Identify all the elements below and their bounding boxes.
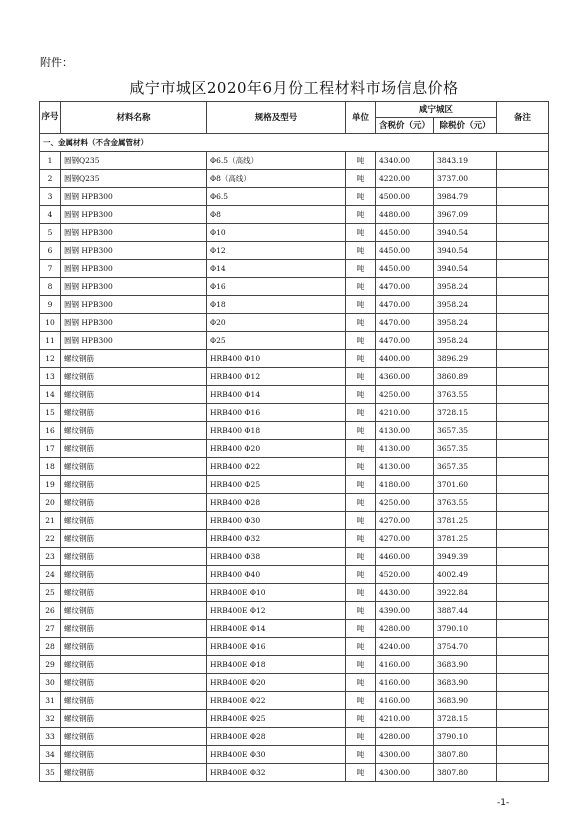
table-row [40,296,549,314]
unit: 吨 [346,188,376,206]
material-name: 圆钢 HPB300 [61,188,207,206]
remark [497,638,549,656]
unit: 吨 [346,440,376,458]
unit: 吨 [346,386,376,404]
spec-model: HRB400E Φ12 [207,602,346,620]
price-without-tax: 3896.29 [434,350,497,368]
row-number: 24 [40,566,61,584]
unit: 吨 [346,260,376,278]
remark [497,530,549,548]
table-row [40,566,549,584]
header-region: 咸宁城区 [376,102,497,118]
price-with-tax: 4460.00 [376,548,434,566]
remark [497,548,549,566]
table-row [40,476,549,494]
unit: 吨 [346,692,376,710]
price-without-tax: 3657.35 [434,458,497,476]
remark [497,224,549,242]
remark [497,746,549,764]
table-row [40,332,549,350]
section-label: 一、金属材料（不含金属管材） [40,134,549,152]
material-name: 螺纹钢筋 [61,692,207,710]
material-name: 螺纹钢筋 [61,674,207,692]
price-without-tax: 3683.90 [434,674,497,692]
price-without-tax: 3683.90 [434,656,497,674]
table-row [40,368,549,386]
material-name: 圆钢 HPB300 [61,224,207,242]
spec-model: Φ6.5（高线） [207,152,346,170]
material-name: 螺纹钢筋 [61,404,207,422]
spec-model: HRB400E Φ32 [207,764,346,782]
remark [497,332,549,350]
spec-model: HRB400 Φ20 [207,440,346,458]
price-with-tax: 4470.00 [376,278,434,296]
row-number: 5 [40,224,61,242]
material-name: 螺纹钢筋 [61,530,207,548]
price-without-tax: 3763.55 [434,386,497,404]
header-seq: 序号 [40,102,61,134]
remark [497,170,549,188]
table-row [40,656,549,674]
remark [497,728,549,746]
price-without-tax: 3701.60 [434,476,497,494]
spec-model: HRB400E Φ30 [207,746,346,764]
price-table [39,101,549,782]
spec-model: Φ8（高线） [207,170,346,188]
remark [497,404,549,422]
unit: 吨 [346,764,376,782]
row-number: 2 [40,170,61,188]
price-with-tax: 4430.00 [376,584,434,602]
unit: 吨 [346,404,376,422]
row-number: 34 [40,746,61,764]
price-without-tax: 3781.25 [434,512,497,530]
material-name: 螺纹钢筋 [61,350,207,368]
remark [497,710,549,728]
material-name: 螺纹钢筋 [61,422,207,440]
price-without-tax: 3958.24 [434,296,497,314]
row-number: 33 [40,728,61,746]
unit: 吨 [346,584,376,602]
table-row [40,602,549,620]
price-with-tax: 4470.00 [376,332,434,350]
material-name: 螺纹钢筋 [61,746,207,764]
price-without-tax: 3657.35 [434,440,497,458]
spec-model: HRB400 Φ18 [207,422,346,440]
remark [497,440,549,458]
row-number: 32 [40,710,61,728]
price-with-tax: 4160.00 [376,692,434,710]
price-without-tax: 3843.19 [434,152,497,170]
price-without-tax: 3683.90 [434,692,497,710]
price-without-tax: 4002.49 [434,566,497,584]
price-with-tax: 4250.00 [376,386,434,404]
material-name: 螺纹钢筋 [61,728,207,746]
spec-model: HRB400 Φ25 [207,476,346,494]
unit: 吨 [346,728,376,746]
spec-model: Φ8 [207,206,346,224]
price-with-tax: 4450.00 [376,260,434,278]
remark [497,584,549,602]
spec-model: Φ20 [207,314,346,332]
price-with-tax: 4240.00 [376,638,434,656]
remark [497,422,549,440]
material-name: 螺纹钢筋 [61,440,207,458]
price-without-tax: 3949.39 [434,548,497,566]
remark [497,206,549,224]
table-row [40,746,549,764]
price-without-tax: 3958.24 [434,332,497,350]
row-number: 13 [40,368,61,386]
remark [497,296,549,314]
spec-model: HRB400E Φ10 [207,584,346,602]
unit: 吨 [346,620,376,638]
row-number: 12 [40,350,61,368]
spec-model: HRB400E Φ20 [207,674,346,692]
unit: 吨 [346,746,376,764]
remark [497,512,549,530]
section-row [40,134,549,152]
table-row [40,278,549,296]
table-row [40,764,549,782]
material-name: 圆钢 HPB300 [61,314,207,332]
unit: 吨 [346,602,376,620]
row-number: 21 [40,512,61,530]
spec-model: HRB400 Φ40 [207,566,346,584]
spec-model: HRB400 Φ10 [207,350,346,368]
price-without-tax: 3807.80 [434,764,497,782]
row-number: 1 [40,152,61,170]
table-row [40,530,549,548]
table-row [40,188,549,206]
unit: 吨 [346,224,376,242]
price-without-tax: 3887.44 [434,602,497,620]
price-without-tax: 3807.80 [434,746,497,764]
price-without-tax: 3958.24 [434,314,497,332]
remark [497,368,549,386]
spec-model: HRB400 Φ16 [207,404,346,422]
row-number: 23 [40,548,61,566]
row-number: 10 [40,314,61,332]
spec-model: HRB400E Φ22 [207,692,346,710]
price-with-tax: 4270.00 [376,530,434,548]
material-name: 圆钢 HPB300 [61,206,207,224]
attachment-label: 附件： [40,56,73,69]
spec-model: HRB400 Φ22 [207,458,346,476]
price-without-tax: 3860.89 [434,368,497,386]
spec-model: Φ6.5 [207,188,346,206]
row-number: 3 [40,188,61,206]
row-number: 30 [40,674,61,692]
remark [497,764,549,782]
table-row [40,638,549,656]
price-with-tax: 4280.00 [376,728,434,746]
price-without-tax: 3781.25 [434,530,497,548]
spec-model: Φ18 [207,296,346,314]
document-title: 咸宁市城区2020年6月份工程材料市场信息价格 [129,79,459,97]
unit: 吨 [346,494,376,512]
table-row [40,548,549,566]
unit: 吨 [346,296,376,314]
table-row [40,512,549,530]
table-row [40,242,549,260]
price-without-tax: 3728.15 [434,404,497,422]
row-number: 31 [40,692,61,710]
price-with-tax: 4160.00 [376,656,434,674]
remark [497,602,549,620]
material-name: 圆钢 HPB300 [61,332,207,350]
price-without-tax: 3940.54 [434,260,497,278]
price-without-tax: 3754.70 [434,638,497,656]
spec-model: HRB400 Φ38 [207,548,346,566]
table-row [40,422,549,440]
material-name: 圆钢 HPB300 [61,260,207,278]
page-number: -1- [497,798,510,808]
material-name: 圆钢 HPB300 [61,296,207,314]
row-number: 28 [40,638,61,656]
header-unit: 单位 [346,102,376,134]
price-without-tax: 3790.10 [434,728,497,746]
material-name: 螺纹钢筋 [61,512,207,530]
spec-model: Φ14 [207,260,346,278]
row-number: 6 [40,242,61,260]
unit: 吨 [346,242,376,260]
remark [497,566,549,584]
unit: 吨 [346,566,376,584]
table-row [40,494,549,512]
remark [497,656,549,674]
price-with-tax: 4210.00 [376,710,434,728]
row-number: 15 [40,404,61,422]
remark [497,152,549,170]
table-row [40,224,549,242]
price-with-tax: 4250.00 [376,494,434,512]
price-with-tax: 4360.00 [376,368,434,386]
table-row [40,440,549,458]
remark [497,260,549,278]
unit: 吨 [346,656,376,674]
row-number: 20 [40,494,61,512]
spec-model: Φ12 [207,242,346,260]
row-number: 17 [40,440,61,458]
row-number: 7 [40,260,61,278]
row-number: 26 [40,602,61,620]
header-price-without-tax: 除税价（元） [434,118,497,134]
unit: 吨 [346,512,376,530]
table-row [40,404,549,422]
row-number: 16 [40,422,61,440]
material-name: 螺纹钢筋 [61,584,207,602]
spec-model: HRB400 Φ12 [207,368,346,386]
row-number: 29 [40,656,61,674]
price-with-tax: 4470.00 [376,296,434,314]
remark [497,494,549,512]
unit: 吨 [346,278,376,296]
row-number: 11 [40,332,61,350]
table-header [40,102,549,134]
table-row [40,692,549,710]
table-row [40,170,549,188]
price-with-tax: 4280.00 [376,620,434,638]
price-with-tax: 4180.00 [376,476,434,494]
spec-model: HRB400E Φ25 [207,710,346,728]
price-with-tax: 4390.00 [376,602,434,620]
unit: 吨 [346,674,376,692]
table-row [40,458,549,476]
unit: 吨 [346,476,376,494]
material-name: 圆钢 HPB300 [61,242,207,260]
row-number: 4 [40,206,61,224]
price-with-tax: 4470.00 [376,314,434,332]
remark [497,386,549,404]
material-name: 螺纹钢筋 [61,368,207,386]
unit: 吨 [346,206,376,224]
remark [497,242,549,260]
table-row [40,314,549,332]
price-with-tax: 4300.00 [376,764,434,782]
remark [497,458,549,476]
unit: 吨 [346,314,376,332]
material-name: 螺纹钢筋 [61,638,207,656]
price-with-tax: 4160.00 [376,674,434,692]
price-without-tax: 3657.35 [434,422,497,440]
price-without-tax: 3967.09 [434,206,497,224]
row-number: 22 [40,530,61,548]
remark [497,278,549,296]
row-number: 9 [40,296,61,314]
row-number: 25 [40,584,61,602]
row-number: 19 [40,476,61,494]
material-name: 螺纹钢筋 [61,602,207,620]
material-name: 螺纹钢筋 [61,458,207,476]
unit: 吨 [346,710,376,728]
spec-model: HRB400 Φ30 [207,512,346,530]
price-with-tax: 4130.00 [376,440,434,458]
unit: 吨 [346,368,376,386]
spec-model: HRB400E Φ16 [207,638,346,656]
remark [497,674,549,692]
table-row [40,584,549,602]
price-with-tax: 4210.00 [376,404,434,422]
table-row [40,620,549,638]
price-with-tax: 4520.00 [376,566,434,584]
row-number: 18 [40,458,61,476]
unit: 吨 [346,350,376,368]
price-with-tax: 4500.00 [376,188,434,206]
material-name: 螺纹钢筋 [61,764,207,782]
remark [497,350,549,368]
material-name: 圆钢 HPB300 [61,278,207,296]
price-with-tax: 4450.00 [376,242,434,260]
material-name: 螺纹钢筋 [61,710,207,728]
table-row [40,260,549,278]
table-row [40,386,549,404]
header-remark: 备注 [497,102,549,134]
unit: 吨 [346,152,376,170]
header-price-with-tax: 含税价（元） [376,118,434,134]
price-with-tax: 4270.00 [376,512,434,530]
header-material-name: 材料名称 [61,102,207,134]
price-with-tax: 4300.00 [376,746,434,764]
unit: 吨 [346,422,376,440]
price-without-tax: 3940.54 [434,224,497,242]
table-row [40,728,549,746]
row-number: 14 [40,386,61,404]
price-without-tax: 3940.54 [434,242,497,260]
spec-model: Φ10 [207,224,346,242]
material-name: 螺纹钢筋 [61,476,207,494]
header-spec: 规格及型号 [207,102,346,134]
unit: 吨 [346,638,376,656]
price-with-tax: 4340.00 [376,152,434,170]
remark [497,692,549,710]
spec-model: HRB400E Φ28 [207,728,346,746]
price-without-tax: 3790.10 [434,620,497,638]
price-without-tax: 3728.15 [434,710,497,728]
table-row [40,152,549,170]
unit: 吨 [346,458,376,476]
spec-model: HRB400 Φ28 [207,494,346,512]
material-name: 螺纹钢筋 [61,656,207,674]
table-body [40,134,549,782]
table-row [40,206,549,224]
unit: 吨 [346,332,376,350]
spec-model: HRB400E Φ14 [207,620,346,638]
table-row [40,350,549,368]
material-name: 圆钢Q235 [61,152,207,170]
spec-model: Φ25 [207,332,346,350]
remark [497,188,549,206]
material-name: 圆钢Q235 [61,170,207,188]
table-row [40,674,549,692]
material-name: 螺纹钢筋 [61,548,207,566]
table-row [40,710,549,728]
price-without-tax: 3984.79 [434,188,497,206]
unit: 吨 [346,530,376,548]
remark [497,314,549,332]
unit: 吨 [346,170,376,188]
price-with-tax: 4130.00 [376,458,434,476]
row-number: 35 [40,764,61,782]
price-with-tax: 4130.00 [376,422,434,440]
unit: 吨 [346,548,376,566]
price-without-tax: 3737.00 [434,170,497,188]
spec-model: HRB400 Φ14 [207,386,346,404]
price-with-tax: 4220.00 [376,170,434,188]
remark [497,620,549,638]
price-with-tax: 4400.00 [376,350,434,368]
material-name: 螺纹钢筋 [61,566,207,584]
price-without-tax: 3763.55 [434,494,497,512]
row-number: 27 [40,620,61,638]
price-without-tax: 3922.84 [434,584,497,602]
spec-model: HRB400E Φ18 [207,656,346,674]
material-name: 螺纹钢筋 [61,386,207,404]
price-without-tax: 3958.24 [434,278,497,296]
material-name: 螺纹钢筋 [61,494,207,512]
price-with-tax: 4450.00 [376,224,434,242]
row-number: 8 [40,278,61,296]
remark [497,476,549,494]
material-name: 螺纹钢筋 [61,620,207,638]
price-with-tax: 4480.00 [376,206,434,224]
spec-model: Φ16 [207,278,346,296]
spec-model: HRB400 Φ32 [207,530,346,548]
